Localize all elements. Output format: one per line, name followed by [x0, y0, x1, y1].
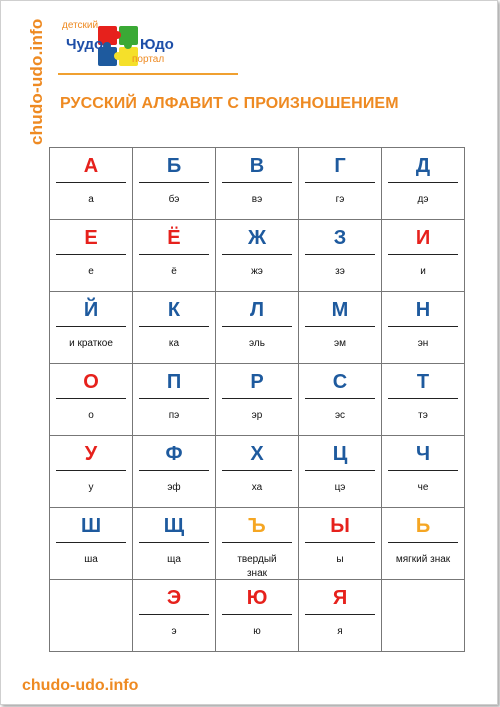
alphabet-cell [382, 364, 465, 436]
writing-line [388, 254, 458, 255]
letter-glyph: Ш [80, 515, 102, 537]
writing-line [56, 326, 126, 327]
alphabet-cell [216, 580, 299, 652]
pronunciation-label: а [88, 194, 94, 205]
writing-line [305, 326, 375, 327]
writing-line [305, 470, 375, 471]
writing-line [388, 182, 458, 183]
alphabet-cell [382, 508, 465, 580]
pronunciation-label: и краткое [69, 338, 113, 349]
writing-line [305, 254, 375, 255]
pronunciation-label: мягкий знак [395, 554, 451, 565]
alphabet-cell [50, 436, 133, 508]
letter-glyph: А [83, 155, 99, 177]
pronunciation-label: ё [171, 266, 177, 277]
pronunciation-label: че [417, 482, 429, 493]
logo-bottom-text: портал [132, 54, 165, 65]
writing-line [388, 470, 458, 471]
letter-glyph: Э [166, 587, 182, 609]
pronunciation-label: и [420, 266, 426, 277]
alphabet-cell [299, 364, 382, 436]
pronunciation-label: дэ [417, 194, 429, 205]
alphabet-cell [216, 220, 299, 292]
letter-glyph: Ч [415, 443, 431, 465]
pronunciation-label: ша [84, 554, 98, 565]
alphabet-cell [382, 292, 465, 364]
letter-glyph: Ё [167, 227, 181, 249]
writing-line [222, 326, 292, 327]
writing-line [388, 326, 458, 327]
writing-line [139, 398, 209, 399]
pronunciation-label: ща [167, 554, 181, 565]
alphabet-cell [382, 148, 465, 220]
alphabet-cell [50, 292, 133, 364]
pronunciation-label: эль [249, 338, 265, 349]
pronunciation-label: пэ [168, 410, 180, 421]
alphabet-cell [50, 148, 133, 220]
writing-line [56, 398, 126, 399]
pronunciation-label: эр [251, 410, 263, 421]
alphabet-cell [133, 508, 216, 580]
letter-glyph: О [83, 371, 99, 393]
letter-glyph: Я [332, 587, 348, 609]
alphabet-cell [216, 508, 299, 580]
writing-line [305, 398, 375, 399]
pronunciation-label: вэ [251, 194, 263, 205]
letter-glyph: Л [249, 299, 265, 321]
letter-glyph: Т [416, 371, 430, 393]
alphabet-cell [216, 148, 299, 220]
writing-line [139, 326, 209, 327]
writing-line [222, 398, 292, 399]
pronunciation-label: цэ [334, 482, 346, 493]
writing-line [305, 614, 375, 615]
letter-glyph: К [167, 299, 181, 321]
alphabet-cell [133, 436, 216, 508]
pronunciation-label: эс [334, 410, 346, 421]
logo-word-2: Юдо [140, 36, 174, 53]
letter-glyph: Ь [415, 515, 431, 537]
alphabet-cell [382, 220, 465, 292]
letter-glyph: Р [250, 371, 264, 393]
pronunciation-label: эф [167, 482, 181, 493]
alphabet-cell [50, 508, 133, 580]
footer-watermark: chudo-udo.info [22, 677, 139, 694]
writing-line [139, 182, 209, 183]
pronunciation-label: о [88, 410, 94, 421]
logo-top-text: детский [62, 20, 99, 31]
writing-line [139, 614, 209, 615]
letter-glyph: Ю [246, 587, 268, 609]
pronunciation-label: эн [417, 338, 429, 349]
pronunciation-label: е [88, 266, 94, 277]
alphabet-cell [216, 436, 299, 508]
pronunciation-label: э [171, 626, 177, 637]
writing-line [139, 542, 209, 543]
alphabet-cell [216, 292, 299, 364]
writing-line [56, 470, 126, 471]
writing-line [388, 398, 458, 399]
page-title: РУССКИЙ АЛФАВИТ С ПРОИЗНОШЕНИЕМ [60, 95, 399, 112]
letter-glyph: Н [415, 299, 431, 321]
alphabet-table [49, 147, 465, 652]
pronunciation-label: тэ [418, 410, 428, 421]
writing-line [222, 614, 292, 615]
writing-line [139, 254, 209, 255]
letter-glyph: Е [84, 227, 98, 249]
pronunciation-label: твердый знак [237, 554, 277, 579]
pronunciation-label: зэ [335, 266, 345, 277]
letter-glyph: У [84, 443, 98, 465]
alphabet-cell [50, 220, 133, 292]
letter-glyph: Щ [163, 515, 185, 537]
letter-glyph: Ъ [248, 515, 266, 537]
writing-line [305, 182, 375, 183]
writing-line [222, 542, 292, 543]
letter-glyph: С [332, 371, 348, 393]
letter-glyph: Б [166, 155, 182, 177]
letter-glyph: Ж [247, 227, 267, 249]
pronunciation-label: ю [253, 626, 261, 637]
alphabet-cell [299, 580, 382, 652]
writing-line [56, 542, 126, 543]
letter-glyph: Х [250, 443, 264, 465]
pronunciation-label: ка [168, 338, 180, 349]
pronunciation-label: у [88, 482, 94, 493]
alphabet-cell [133, 292, 216, 364]
letter-glyph: М [331, 299, 349, 321]
letter-glyph: Ц [332, 443, 348, 465]
alphabet-cell [299, 292, 382, 364]
letter-glyph: Ф [165, 443, 183, 465]
alphabet-cell [382, 580, 465, 652]
alphabet-cell [50, 580, 133, 652]
site-logo[interactable] [60, 18, 200, 70]
logo-word-1: Чудо [66, 36, 104, 53]
writing-line [139, 470, 209, 471]
writing-line [222, 254, 292, 255]
alphabet-cell [133, 364, 216, 436]
letter-glyph: И [415, 227, 431, 249]
writing-line [222, 182, 292, 183]
alphabet-cell [50, 364, 133, 436]
header-divider [58, 73, 238, 75]
alphabet-cell [299, 508, 382, 580]
writing-line [56, 182, 126, 183]
letter-glyph: Г [334, 155, 346, 177]
letter-glyph: В [249, 155, 265, 177]
pronunciation-label: бэ [168, 194, 180, 205]
pronunciation-label: жэ [251, 266, 263, 277]
pronunciation-label: ы [336, 554, 344, 565]
alphabet-cell [216, 364, 299, 436]
writing-line [388, 542, 458, 543]
letter-glyph: Й [83, 299, 99, 321]
alphabet-cell [299, 220, 382, 292]
writing-line [222, 470, 292, 471]
alphabet-cell [133, 580, 216, 652]
letter-glyph: Д [415, 155, 431, 177]
alphabet-cell [382, 436, 465, 508]
alphabet-cell [133, 148, 216, 220]
side-watermark: chudo-udo.info [27, 18, 46, 145]
pronunciation-label: эм [334, 338, 346, 349]
pronunciation-label: ха [251, 482, 263, 493]
writing-line [56, 254, 126, 255]
writing-line [305, 542, 375, 543]
pronunciation-label: я [337, 626, 343, 637]
alphabet-cell [133, 220, 216, 292]
letter-glyph: Ы [330, 515, 350, 537]
alphabet-cell [299, 148, 382, 220]
letter-glyph: П [166, 371, 182, 393]
letter-glyph: З [333, 227, 347, 249]
alphabet-cell [299, 436, 382, 508]
pronunciation-label: гэ [335, 194, 345, 205]
